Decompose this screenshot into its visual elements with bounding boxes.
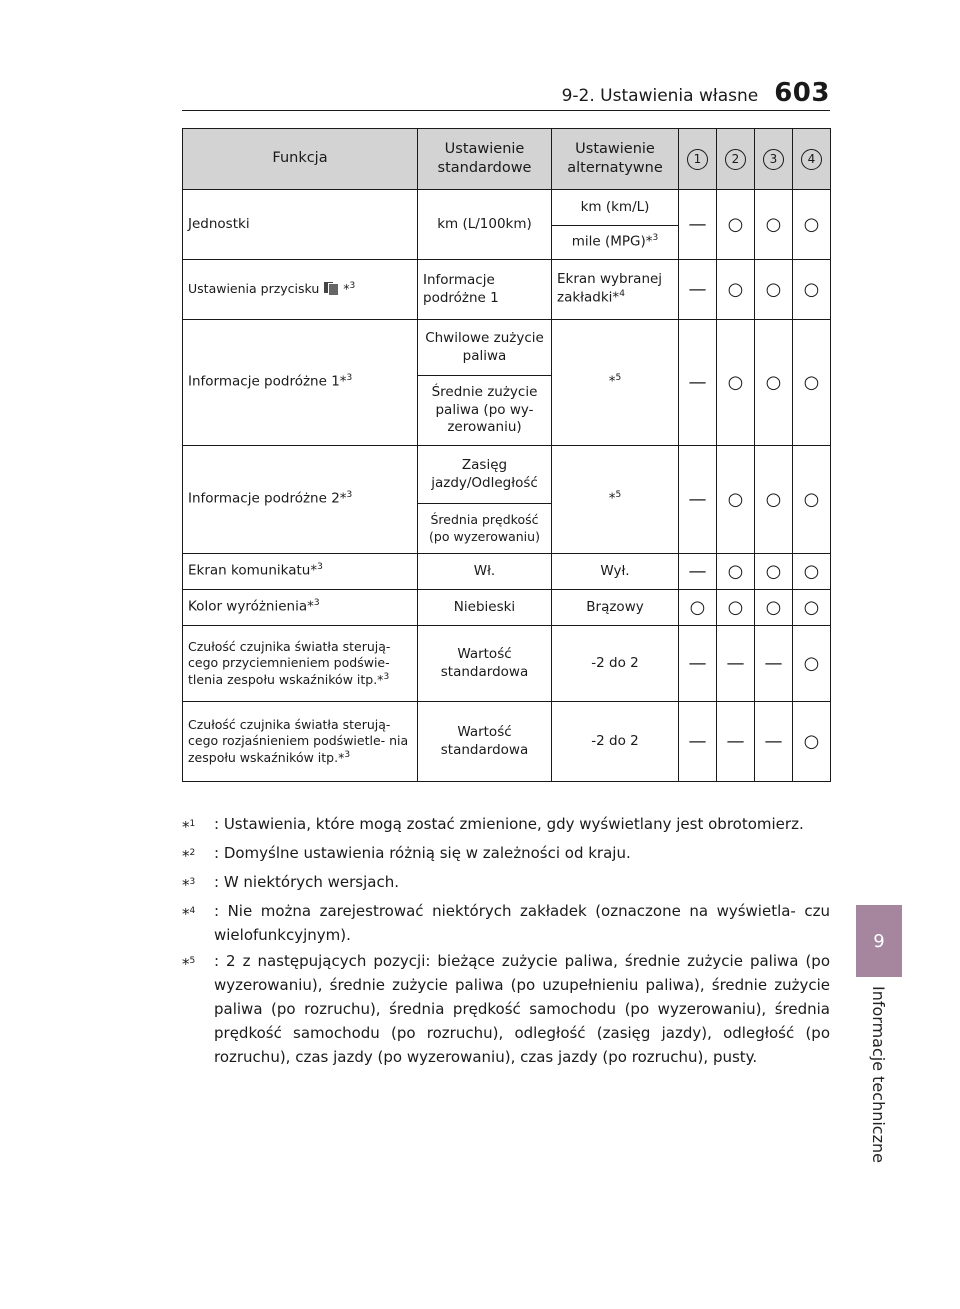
cell-alt: km (km/L) — [552, 190, 679, 226]
cell-alt — [552, 446, 679, 554]
footnote-ref: 3 — [346, 373, 353, 384]
footnote-star: * — [182, 876, 190, 894]
function-text: Informacje podróżne 2* — [188, 490, 347, 507]
cell-alt: -2 do 2 — [552, 626, 679, 702]
settings-table — [182, 128, 831, 782]
footnote-ref: 3 — [313, 598, 320, 609]
footnote-star: * — [343, 281, 350, 297]
cell-default: km (L/100km) — [418, 190, 552, 260]
footnote-star: * — [182, 818, 190, 836]
header-rule — [182, 110, 830, 111]
header-col-2 — [717, 129, 755, 190]
alt-text: Ekran wybranej zakładki* — [557, 271, 663, 306]
function-text: Kolor wyróżnienia* — [188, 598, 314, 615]
footnote-number: 3 — [189, 877, 196, 887]
footnote-marker — [182, 812, 214, 839]
table-row — [183, 590, 831, 626]
cell-alt: Brązowy — [552, 590, 679, 626]
footnote-ref: 3 — [346, 490, 353, 501]
cell-default: Wartość standardowa — [418, 626, 552, 702]
cell-mark-4: ○ — [793, 190, 831, 260]
table-row — [183, 702, 831, 782]
cell-mark-3: ○ — [755, 554, 793, 590]
cell-mark-2: — — [717, 702, 755, 782]
cell-mark-3: ○ — [755, 446, 793, 554]
cell-mark-4: ○ — [793, 554, 831, 590]
footnote — [182, 812, 830, 839]
function-text: Ustawienia przycisku — [188, 281, 320, 297]
cell-alt — [552, 320, 679, 446]
cell-mark-1: ○ — [679, 590, 717, 626]
header-default: Ustawienie standardowe — [418, 129, 552, 190]
cell-mark-4: ○ — [793, 446, 831, 554]
footnote-text: : Ustawienia, które mogą zostać zmienione, gdy wyświetlany jest obrotomierz. — [214, 815, 804, 833]
cell-mark-2: ○ — [717, 320, 755, 446]
cell-mark-3: ○ — [755, 590, 793, 626]
cell-function — [183, 626, 418, 702]
cell-default: Średnie zużycie paliwa (po wy- zerowaniu) — [418, 376, 552, 446]
footnote-number: 4 — [189, 906, 196, 916]
cell-mark-2: ○ — [717, 590, 755, 626]
footnotes — [182, 812, 830, 1071]
function-text: Informacje podróżne 1* — [188, 373, 347, 390]
alt-text: mile (MPG)* — [571, 233, 653, 250]
cell-alt: -2 do 2 — [552, 702, 679, 782]
cell-mark-4: ○ — [793, 260, 831, 320]
table-row — [183, 260, 831, 320]
cell-mark-3: ○ — [755, 190, 793, 260]
cell-function — [183, 260, 418, 320]
footnote-number: 2 — [189, 848, 196, 858]
footnote-ref: 3 — [652, 233, 659, 244]
footnote-star: * — [182, 847, 190, 865]
cell-function — [183, 702, 418, 782]
footnote — [182, 870, 830, 897]
page-number: 603 — [774, 78, 830, 108]
footnote-number: 1 — [189, 819, 196, 829]
alt-text: * — [608, 373, 616, 390]
table-row — [183, 446, 831, 504]
header-col-1 — [679, 129, 717, 190]
cell-mark-2: ○ — [717, 190, 755, 260]
section-title: 9-2. Ustawienia własne — [561, 86, 759, 106]
cell-mark-1: — — [679, 320, 717, 446]
footnote-marker — [182, 841, 214, 868]
cell-mark-2: ○ — [717, 554, 755, 590]
cell-default: Średnia prędkość (po wyzerowaniu) — [418, 504, 552, 554]
chapter-tab — [856, 905, 902, 977]
cell-mark-4: ○ — [793, 626, 831, 702]
function-text: Jednostki — [188, 215, 250, 232]
cell-mark-1: — — [679, 554, 717, 590]
footnote-ref: 3 — [349, 281, 356, 292]
footnote-marker — [182, 870, 214, 897]
footnote-star: * — [182, 905, 190, 923]
alt-text: * — [608, 490, 616, 507]
cell-mark-4: ○ — [793, 320, 831, 446]
cell-default: Chwilowe zużycie paliwa — [418, 320, 552, 376]
function-text: Czułość czujnika światła sterują- cego rozjaśnieniem podświetle- nia zespołu wskaźników itp.* — [188, 716, 409, 765]
footnote-ref: 5 — [615, 373, 622, 384]
footnote-marker — [182, 949, 214, 1069]
footnote-ref: 3 — [383, 671, 390, 682]
cell-default: Wartość standardowa — [418, 702, 552, 782]
cell-alt — [552, 226, 679, 260]
table-header-row — [183, 129, 831, 190]
cell-mark-3: — — [755, 626, 793, 702]
circled-number-1: 1 — [687, 149, 708, 170]
cell-mark-3: ○ — [755, 260, 793, 320]
cell-mark-2: — — [717, 626, 755, 702]
table-row — [183, 320, 831, 376]
cell-mark-1: — — [679, 702, 717, 782]
footnote-number: 5 — [189, 956, 196, 966]
cell-mark-2: ○ — [717, 446, 755, 554]
header-alternative: Ustawienie alternatywne — [552, 129, 679, 190]
circled-number-2: 2 — [725, 149, 746, 170]
footnote-text: : 2 z następujących pozycji: bieżące zużycie paliwa, średnie zużycie paliwa (po wyzerowaniu), średnie zużycie paliwa (po uzupełnieniu paliwa), średnie zużycie paliwa (po rozruchu), średnia prędkość samochodu (po wyzerowaniu), średnia prędkość samochodu (po rozruchu), odległość (zasięg jazdy), odległość (po rozruchu), czas jazdy (po wyzerowaniu), czas jazdy (po rozruchu), pusty. — [214, 952, 830, 1066]
footnote-ref: 3 — [317, 562, 323, 573]
cell-alt: Wył. — [552, 554, 679, 590]
chapter-number: 9 — [873, 930, 885, 952]
cell-mark-1: — — [679, 260, 717, 320]
cell-default: Zasięg jazdy/Odległość — [418, 446, 552, 504]
cell-mark-4: ○ — [793, 702, 831, 782]
cell-mark-3: ○ — [755, 320, 793, 446]
page-header — [182, 72, 830, 108]
footnote-text: : Nie można zarejestrować niektórych zakładek (oznaczone na wyświetla- czu wielofunkcyjnym). — [214, 902, 830, 944]
header-col-4 — [793, 129, 831, 190]
footnote-star: * — [182, 955, 190, 973]
chapter-label-text: Informacje techniczne — [868, 986, 888, 1163]
cell-default: Wł. — [418, 554, 552, 590]
cell-default: Niebieski — [418, 590, 552, 626]
cell-mark-1: — — [679, 446, 717, 554]
circled-number-3: 3 — [763, 149, 784, 170]
cell-alt — [552, 260, 679, 320]
footnote-ref: 4 — [619, 289, 625, 300]
footnote — [182, 841, 830, 868]
cell-function — [183, 590, 418, 626]
cell-mark-3: — — [755, 702, 793, 782]
function-text: Czułość czujnika światła sterują- cego przyciemnieniem podświe- tlenia zespołu wskaźników itp.* — [188, 638, 391, 687]
function-text: Ekran komunikatu* — [188, 562, 318, 579]
cell-function — [183, 554, 418, 590]
footnote — [182, 949, 830, 1069]
header-function: Funkcja — [183, 129, 418, 190]
footnote-ref: 5 — [615, 490, 622, 501]
cell-mark-4: ○ — [793, 590, 831, 626]
footnote-ref: 3 — [344, 749, 351, 760]
cell-mark-1: — — [679, 626, 717, 702]
footnote-marker — [182, 899, 214, 947]
table-row — [183, 626, 831, 702]
cell-function — [183, 190, 418, 260]
header-col-3 — [755, 129, 793, 190]
circled-number-4: 4 — [801, 149, 822, 170]
cell-function — [183, 320, 418, 446]
cell-mark-1: — — [679, 190, 717, 260]
table-row — [183, 554, 831, 590]
display-button-icon — [323, 281, 339, 295]
table-row — [183, 190, 831, 226]
footnote — [182, 899, 830, 947]
cell-default: Informacje podróżne 1 — [418, 260, 552, 320]
chapter-label — [860, 982, 896, 1167]
cell-mark-2: ○ — [717, 260, 755, 320]
footnote-text: : W niektórych wersjach. — [214, 873, 399, 891]
cell-function — [183, 446, 418, 554]
footnote-text: : Domyślne ustawienia różnią się w zależności od kraju. — [214, 844, 631, 862]
